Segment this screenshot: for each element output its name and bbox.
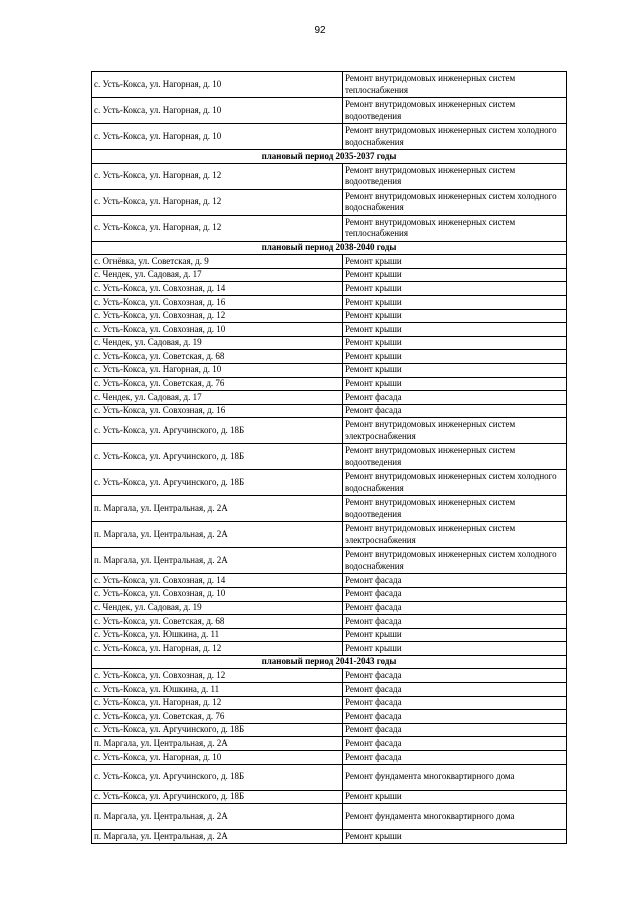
table-row <box>92 683 567 697</box>
address-cell: с. Усть-Кокса, ул. Совхозная, д. 16 <box>92 295 343 309</box>
table-row <box>92 336 567 350</box>
table-row <box>92 404 567 418</box>
period-header-row <box>92 150 567 164</box>
address-cell: с. Усть-Кокса, ул. Юшкина, д. 11 <box>92 628 343 642</box>
period-header-row <box>92 655 567 669</box>
address-cell: с. Усть-Кокса, ул. Нагорная, д. 10 <box>92 751 343 765</box>
work-type-cell: Ремонт внутридомовых инженерных систем холодного водоснабжения <box>343 548 567 574</box>
repair-schedule-table <box>91 71 567 844</box>
work-type-cell: Ремонт крыши <box>343 309 567 323</box>
address-cell: с. Усть-Кокса, ул. Аргучинского, д. 18Б <box>92 444 343 470</box>
address-cell: п. Маргала, ул. Центральная, д. 2А <box>92 496 343 522</box>
table-row <box>92 98 567 124</box>
work-type-cell: Ремонт фасада <box>343 737 567 751</box>
work-type-cell: Ремонт крыши <box>343 336 567 350</box>
period-header-row <box>92 241 567 255</box>
address-cell: с. Усть-Кокса, ул. Аргучинского, д. 18Б <box>92 470 343 496</box>
table-row <box>92 163 567 189</box>
address-cell: с. Усть-Кокса, ул. Советская, д. 68 <box>92 615 343 629</box>
table-row <box>92 282 567 296</box>
work-type-cell: Ремонт внутридомовых инженерных систем холодного водоснабжения <box>343 124 567 150</box>
work-type-cell: Ремонт крыши <box>343 282 567 296</box>
work-type-cell: Ремонт фасада <box>343 587 567 601</box>
address-cell: с. Усть-Кокса, ул. Совхозная, д. 12 <box>92 309 343 323</box>
table-row <box>92 548 567 574</box>
period-title: плановый период 2041-2043 годы <box>92 655 567 669</box>
page-number: 92 <box>314 25 326 36</box>
address-cell: с. Усть-Кокса, ул. Аргучинского, д. 18Б <box>92 790 343 804</box>
address-cell: с. Усть-Кокса, ул. Нагорная, д. 12 <box>92 163 343 189</box>
address-cell: с. Чендек, ул. Садовая, д. 19 <box>92 336 343 350</box>
work-type-cell: Ремонт внутридомовых инженерных систем водоотведения <box>343 98 567 124</box>
address-cell: с. Усть-Кокса, ул. Совхозная, д. 16 <box>92 404 343 418</box>
work-type-cell: Ремонт внутридомовых инженерных систем электроснабжения <box>343 522 567 548</box>
work-type-cell: Ремонт крыши <box>343 628 567 642</box>
work-type-cell: Ремонт фасада <box>343 601 567 615</box>
table-row <box>92 496 567 522</box>
address-cell: с. Усть-Кокса, ул. Нагорная, д. 10 <box>92 363 343 377</box>
address-cell: с. Усть-Кокса, ул. Аргучинского, д. 18Б <box>92 418 343 444</box>
address-cell: с. Усть-Кокса, ул. Нагорная, д. 10 <box>92 124 343 150</box>
work-type-cell: Ремонт фасада <box>343 683 567 697</box>
table-row <box>92 295 567 309</box>
work-type-cell: Ремонт крыши <box>343 323 567 337</box>
address-cell: с. Усть-Кокса, ул. Аргучинского, д. 18Б <box>92 723 343 737</box>
table-row <box>92 72 567 98</box>
address-cell: п. Маргала, ул. Центральная, д. 2А <box>92 830 343 844</box>
table-row <box>92 723 567 737</box>
address-cell: с. Усть-Кокса, ул. Аргучинского, д. 18Б <box>92 764 343 790</box>
table-row <box>92 391 567 405</box>
work-type-cell: Ремонт фасада <box>343 391 567 405</box>
address-cell: с. Усть-Кокса, ул. Нагорная, д. 12 <box>92 189 343 215</box>
address-cell: с. Усть-Кокса, ул. Совхозная, д. 14 <box>92 282 343 296</box>
table-row <box>92 215 567 241</box>
address-cell: с. Усть-Кокса, ул. Совхозная, д. 12 <box>92 669 343 683</box>
table-row <box>92 522 567 548</box>
period-title: плановый период 2035-2037 годы <box>92 150 567 164</box>
work-type-cell: Ремонт внутридомовых инженерных систем электроснабжения <box>343 418 567 444</box>
table-row <box>92 830 567 844</box>
table-row <box>92 363 567 377</box>
table-body <box>92 72 567 844</box>
work-type-cell: Ремонт крыши <box>343 642 567 656</box>
work-type-cell: Ремонт крыши <box>343 363 567 377</box>
table-row <box>92 764 567 790</box>
work-type-cell: Ремонт фасада <box>343 669 567 683</box>
work-type-cell: Ремонт фасада <box>343 615 567 629</box>
work-type-cell: Ремонт фундамента многоквартирного дома <box>343 764 567 790</box>
work-type-cell: Ремонт внутридомовых инженерных систем теплоснабжения <box>343 72 567 98</box>
work-type-cell: Ремонт крыши <box>343 268 567 282</box>
table-row <box>92 377 567 391</box>
work-type-cell: Ремонт внутридомовых инженерных систем водоотведения <box>343 163 567 189</box>
table-row <box>92 587 567 601</box>
table-row <box>92 350 567 364</box>
work-type-cell: Ремонт внутридомовых инженерных систем водоотведения <box>343 496 567 522</box>
address-cell: п. Маргала, ул. Центральная, д. 2А <box>92 804 343 830</box>
address-cell: с. Усть-Кокса, ул. Совхозная, д. 10 <box>92 587 343 601</box>
table-row <box>92 124 567 150</box>
address-cell: с. Усть-Кокса, ул. Нагорная, д. 12 <box>92 642 343 656</box>
address-cell: с. Усть-Кокса, ул. Советская, д. 68 <box>92 350 343 364</box>
address-cell: п. Маргала, ул. Центральная, д. 2А <box>92 548 343 574</box>
work-type-cell: Ремонт внутридомовых инженерных систем водоотведения <box>343 444 567 470</box>
table-row <box>92 255 567 269</box>
work-type-cell: Ремонт крыши <box>343 350 567 364</box>
table-row <box>92 615 567 629</box>
address-cell: п. Маргала, ул. Центральная, д. 2А <box>92 522 343 548</box>
work-type-cell: Ремонт фундамента многоквартирного дома <box>343 804 567 830</box>
table-row <box>92 751 567 765</box>
work-type-cell: Ремонт фасада <box>343 574 567 588</box>
address-cell: п. Маргала, ул. Центральная, д. 2А <box>92 737 343 751</box>
address-cell: с. Усть-Кокса, ул. Совхозная, д. 10 <box>92 323 343 337</box>
address-cell: с. Усть-Кокса, ул. Совхозная, д. 14 <box>92 574 343 588</box>
work-type-cell: Ремонт крыши <box>343 377 567 391</box>
table-row <box>92 418 567 444</box>
work-type-cell: Ремонт внутридомовых инженерных систем холодного водоснабжения <box>343 189 567 215</box>
table-row <box>92 628 567 642</box>
address-cell: с. Чендек, ул. Садовая, д. 17 <box>92 391 343 405</box>
table-row <box>92 669 567 683</box>
work-type-cell: Ремонт крыши <box>343 790 567 804</box>
table-row <box>92 189 567 215</box>
table-row <box>92 804 567 830</box>
table-row <box>92 470 567 496</box>
address-cell: с. Усть-Кокса, ул. Советская, д. 76 <box>92 710 343 724</box>
work-type-cell: Ремонт фасада <box>343 696 567 710</box>
address-cell: с. Чендек, ул. Садовая, д. 19 <box>92 601 343 615</box>
address-cell: с. Усть-Кокса, ул. Нагорная, д. 10 <box>92 72 343 98</box>
table-row <box>92 574 567 588</box>
table-row <box>92 642 567 656</box>
address-cell: с. Огнёвка, ул. Советская, д. 9 <box>92 255 343 269</box>
address-cell: с. Чендек, ул. Садовая, д. 17 <box>92 268 343 282</box>
table-row <box>92 710 567 724</box>
work-type-cell: Ремонт внутридомовых инженерных систем теплоснабжения <box>343 215 567 241</box>
period-title: плановый период 2038-2040 годы <box>92 241 567 255</box>
table-row <box>92 601 567 615</box>
table-row <box>92 309 567 323</box>
address-cell: с. Усть-Кокса, ул. Советская, д. 76 <box>92 377 343 391</box>
work-type-cell: Ремонт крыши <box>343 255 567 269</box>
table-row <box>92 444 567 470</box>
address-cell: с. Усть-Кокса, ул. Юшкина, д. 11 <box>92 683 343 697</box>
work-type-cell: Ремонт крыши <box>343 295 567 309</box>
table-row <box>92 790 567 804</box>
work-type-cell: Ремонт фасада <box>343 723 567 737</box>
work-type-cell: Ремонт фасада <box>343 710 567 724</box>
address-cell: с. Усть-Кокса, ул. Нагорная, д. 12 <box>92 696 343 710</box>
work-type-cell: Ремонт фасада <box>343 404 567 418</box>
work-type-cell: Ремонт внутридомовых инженерных систем холодного водоснабжения <box>343 470 567 496</box>
table-row <box>92 323 567 337</box>
address-cell: с. Усть-Кокса, ул. Нагорная, д. 12 <box>92 215 343 241</box>
address-cell: с. Усть-Кокса, ул. Нагорная, д. 10 <box>92 98 343 124</box>
table-row <box>92 737 567 751</box>
work-type-cell: Ремонт фасада <box>343 751 567 765</box>
work-type-cell: Ремонт крыши <box>343 830 567 844</box>
table-row <box>92 268 567 282</box>
table-row <box>92 696 567 710</box>
